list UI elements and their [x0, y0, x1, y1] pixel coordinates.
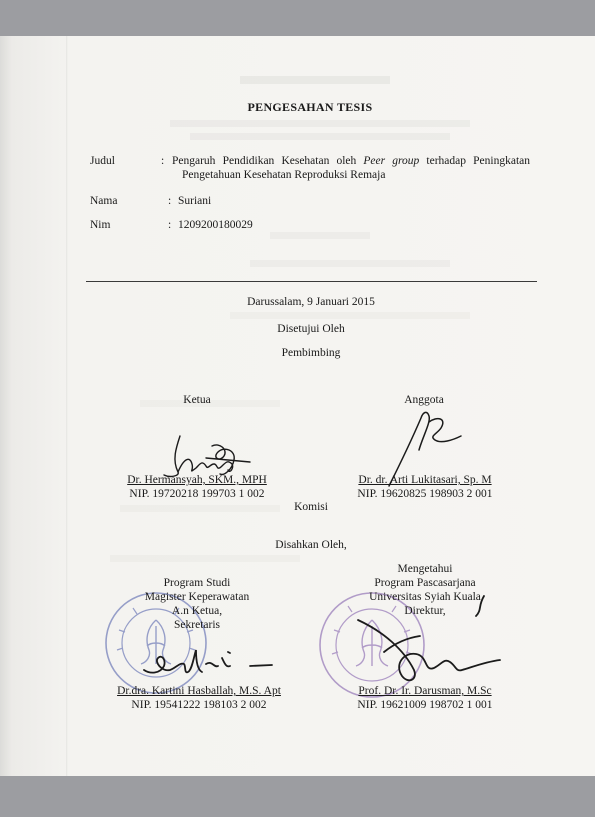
- right-line4: Direktur,: [404, 605, 446, 617]
- place-date: Darussalam, 9 Januari 2015: [247, 296, 375, 308]
- left-line3: A.n Ketua,: [171, 605, 223, 617]
- right-line2: Program Pascasarjana: [374, 577, 476, 589]
- field-value-nama: Suriani: [178, 195, 212, 207]
- document-page: [0, 36, 595, 776]
- anggota-name: Dr. dr. Arti Lukitasari, Sp. M: [358, 474, 492, 486]
- anggota-nip: NIP. 19620825 198903 2 001: [357, 488, 493, 500]
- right-line1: Mengetahui: [397, 563, 453, 575]
- judul-text-pre: Pengaruh Pendidikan Kesehatan oleh: [172, 155, 364, 167]
- document-title: PENGESAHAN TESIS: [247, 100, 373, 114]
- approved-by: Disetujui Oleh: [277, 323, 345, 335]
- secretary-signature: [140, 644, 275, 684]
- supervisor-heading: Pembimbing: [281, 347, 341, 359]
- left-line2: Magister Keperawatan: [144, 591, 250, 603]
- left-nip: NIP. 19541222 198103 2 002: [131, 699, 267, 711]
- right-name: Prof. Dr. Ir. Darusman, M.Sc: [358, 685, 492, 697]
- field-value-nim: 1209200180029: [178, 219, 253, 231]
- komisi-label: Komisi: [294, 501, 328, 513]
- field-value-judul-line2: Pengetahuan Kesehatan Reproduksi Remaja: [182, 169, 386, 181]
- right-nip: NIP. 19621009 198702 1 001: [357, 699, 493, 711]
- anggota-role: Anggota: [404, 394, 444, 406]
- page-fold-shadow: [66, 36, 68, 776]
- ratified-by: Disahkan Oleh,: [275, 539, 347, 551]
- field-label-judul: Judul: [90, 155, 115, 167]
- left-line1: Program Studi: [163, 577, 231, 589]
- field-value-judul: [172, 154, 530, 168]
- ketua-nip: NIP. 19720218 199703 1 002: [129, 488, 265, 500]
- left-name: Dr.dra. Kartini Hasballah, M.S. Apt: [117, 685, 281, 697]
- right-line3: Universitas Syiah Kuala: [369, 591, 481, 603]
- ketua-role: Ketua: [183, 394, 211, 406]
- divider-line: [86, 281, 537, 282]
- field-sep-nim: :: [168, 219, 172, 231]
- field-label-nama: Nama: [90, 195, 118, 207]
- judul-text-post: terhadap Peningkatan: [419, 155, 530, 167]
- judul-text-em: Peer group: [363, 155, 420, 167]
- ketua-name: Dr. Hermansyah, SKM., MPH: [127, 474, 267, 486]
- left-line4: Sekretaris: [174, 619, 220, 631]
- field-label-nim: Nim: [90, 219, 111, 231]
- field-sep-nama: :: [168, 195, 172, 207]
- field-sep-judul: :: [161, 155, 165, 167]
- director-signature: [344, 592, 504, 692]
